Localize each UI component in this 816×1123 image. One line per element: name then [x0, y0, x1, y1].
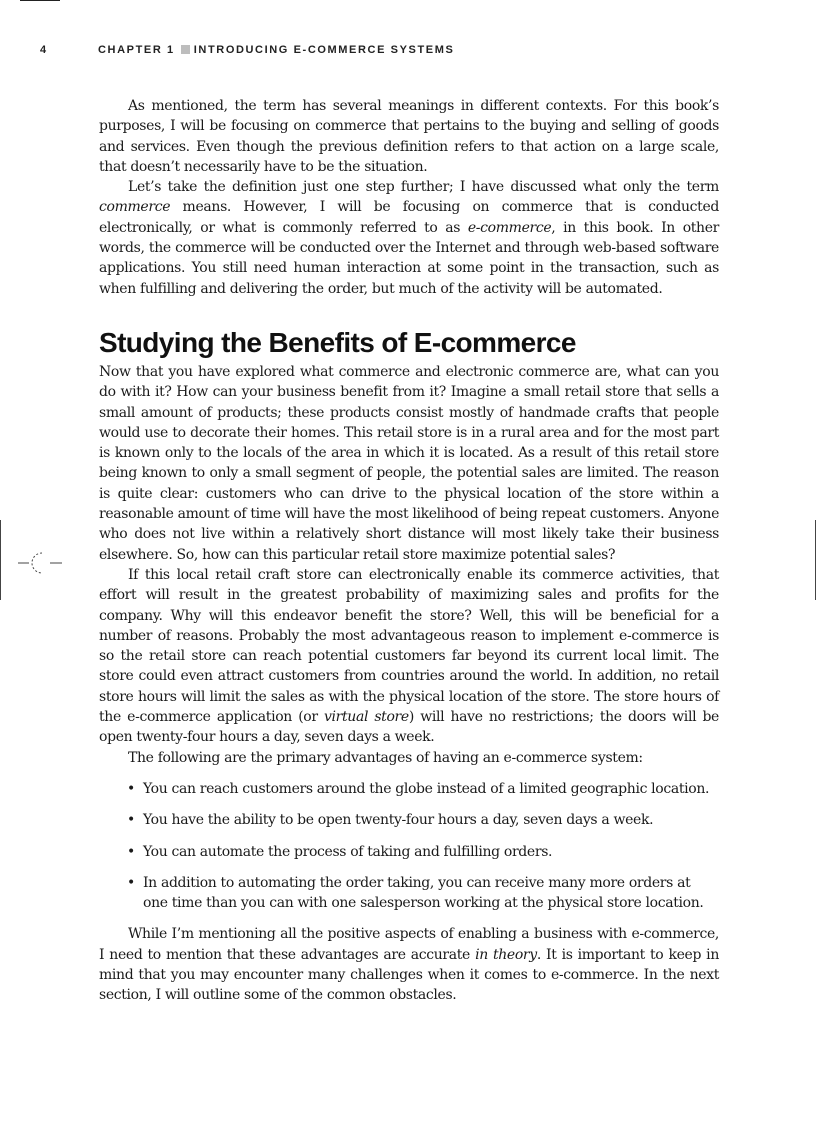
page-number: 4 — [40, 44, 48, 56]
paragraph-2-text: , in this book. In other words, the commerce will be conducted over the Internet and through web-based software applications. You still need human interaction at some point in the transaction, such as when fulfilling and delivering the order, but much of the activity will be automated. — [99, 219, 719, 297]
header-separator-icon — [181, 45, 190, 54]
list-item — [99, 873, 719, 914]
paragraph-2 — [99, 177, 719, 299]
list-item — [99, 779, 719, 799]
bullet-icon: • — [127, 874, 135, 891]
chapter-label: CHAPTER 1 — [98, 44, 175, 56]
top-crop-rule — [20, 0, 60, 1]
term-virtual-store: virtual store — [324, 709, 409, 726]
paragraph-3: Now that you have explored what commerce and electronic commerce are, what can you do with it? How can your business benefit from it? Imagine a small retail store that sells a small amount of products; these products consist mostly of handmade crafts that people would use to decorate their homes. This retail store is in a rural area and for the most part is known only to the locals of the area in which it is located. As a result of this retail store being known to only a small segment of people, the potential sales are limited. The reason is quite clear: customers who can drive to the physical location of the store within a reasonable amount of time will have the most likelihood of being repeat customers. Anyone who does not live within a relatively short distance will most likely take their business elsewhere. So, how can this particular retail store maximize potential sales? — [99, 363, 719, 563]
running-header — [40, 44, 760, 56]
list-item-text: You have the ability to be open twenty-four hours a day, seven days a week. — [143, 812, 654, 829]
bullet-icon: • — [127, 843, 135, 860]
paragraph-6 — [99, 924, 719, 1005]
paragraph-2-text: means. However, I will be focusing on commerce that is conducted electronically, or what is commonly referred to as — [99, 199, 719, 236]
registration-mark-icon — [18, 548, 62, 578]
list-item-text: You can automate the process of taking and fulfilling orders. — [143, 843, 553, 860]
paragraph-4-text: ) will have no restrictions; the doors will be open twenty-four hours a day, seven days a week. — [99, 709, 719, 746]
paragraph-1: As mentioned, the term has several meanings in different contexts. For this book’s purposes, I will be focusing on commerce that pertains to the buying and selling of goods and services. Even though the previous definition refers to that action on a large scale, that doesn’t necessarily have to be the situation. — [99, 98, 719, 175]
term-in-theory: in theory — [475, 946, 537, 963]
paragraph-4-text: If this local retail craft store can electronically enable its commerce activities, that effort will result in the greatest probability of maximizing sales and profits for the company. Why will this endeavor benefit the store? Well, this will be beneficial for a number of reasons. Probably the most advantageous reason to implement e-commerce is so the retail store can reach potential customers far beyond its current local limit. The store could even attract customers from countries around the world. In addition, no retail store hours will limit the sales as with the physical location of the store. The store hours of the e-commerce application (or — [99, 566, 719, 726]
list-item — [99, 842, 719, 862]
list-item — [99, 810, 719, 830]
advantages-list — [99, 779, 719, 913]
paragraph-4 — [99, 565, 719, 748]
paragraph-6-text: While I’m mentioning all the positive aspects of enabling a business with e-commerce, I need to mention that these advantages are accurate — [99, 926, 719, 963]
section-heading: Studying the Benefits of E-commerce — [99, 326, 576, 358]
list-item-text: In addition to automating the order taking, you can receive many more orders at one time than you can with one salesperson working at the physical store location. — [143, 874, 704, 912]
chapter-title: INTRODUCING E-COMMERCE SYSTEMS — [193, 44, 455, 56]
bullet-icon: • — [127, 812, 135, 829]
paragraph-2-text: Let’s take the definition just one step further; I have discussed what only the term — [128, 179, 719, 196]
term-e-commerce: e-commerce — [467, 219, 552, 236]
paragraph-6-text: . It is important to keep in mind that you may encounter many challenges when it comes to e-commerce. In the next section, I will outline some of the common obstacles. — [99, 946, 719, 1004]
left-crop-mark — [0, 520, 1, 600]
list-item-text: You can reach customers around the globe instead of a limited geographic location. — [143, 780, 710, 797]
page-body — [99, 96, 719, 1006]
term-commerce: commerce — [99, 199, 171, 216]
bullet-icon: • — [127, 780, 135, 797]
paragraph-5: The following are the primary advantages of having an e-commerce system: — [128, 749, 643, 766]
